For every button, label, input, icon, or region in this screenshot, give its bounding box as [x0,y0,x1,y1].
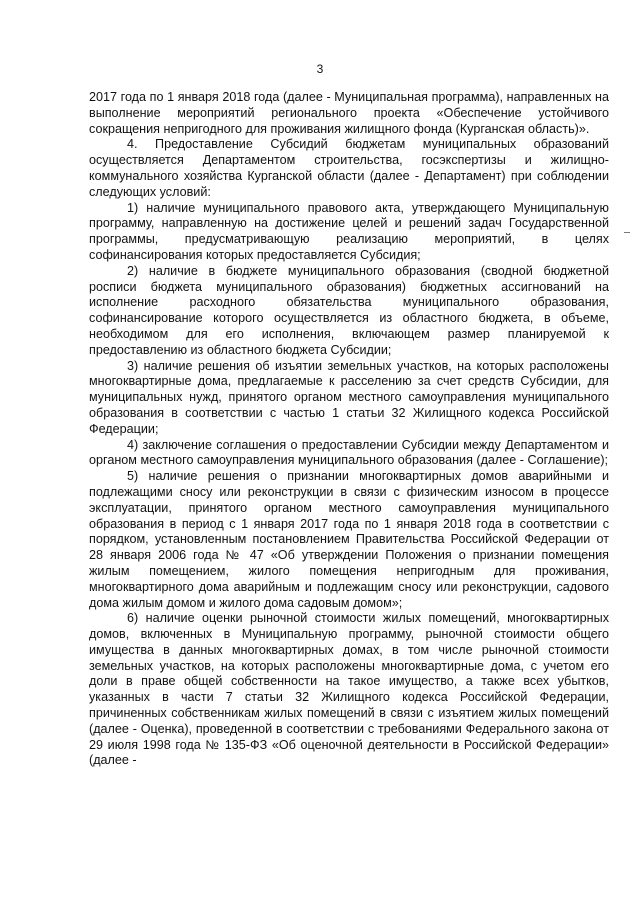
paragraph-condition-2: 2) наличие в бюджете муниципального образования (сводной бюджетной росписи бюджета муниципального образования) бюджетных ассигнований на исполнение расходного обязательства муниципального образования, софинансирование которого осуществляется из областного бюджета, в объеме, необходимом для его исполнения, включающем размер планируемой к предоставлению из областного бюджета Субсидии; [89,263,609,357]
paragraph-condition-3: 3) наличие решения об изъятии земельных участков, на которых расположены многоквартирные дома, предлагаемые к расселению за счет средств Субсидии, для муниципальных нужд, принятого органом местного самоуправления муниципального образования в соответствии с частью 1 статьи 32 Жилищного кодекса Российской Федерации; [89,358,609,436]
paragraph-program-continuation: 2017 года по 1 января 2018 года (далее - Муниципальная программа), направленных на выполнение мероприятий регионального проекта «Обеспечение устойчивого сокращения непригодного для проживания жилищного фонда (Курганская область)». [89,90,609,136]
paragraph-condition-5: 5) наличие решения о признании многоквартирных домов аварийными и подлежащими сносу или реконструкции в связи с физическим износом в процессе эксплуатации, принятого органом местного самоуправления муниципального образования в период с 1 января 2017 года по 1 января 2018 года в соответствии с порядком, установленным постановлением Правительства Российской Федерации от 28 января 2006 года № 47 «Об утверждении Положения о признании помещения жилым помещением, жилого помещения непригодным для проживания, многоквартирного дома аварийным и подлежащим сносу или реконструкции, садового дома жилым домом и жилого дома садовым домом»; [89,469,609,610]
page-number: 3 [316,62,324,76]
paragraph-condition-6: 6) наличие оценки рыночной стоимости жилых помещений, многоквартирных домов, включенных в Муниципальную программу, рыночной стоимости общего имущества в данных многоквартирных домах, в том числе рыночной стоимости земельных участков, на которых расположены многоквартирные дома, с учетом его доли в праве общей собственности на такое имущество, а также всех убытков, указанных в части 7 статьи 32 Жилищного кодекса Российской Федерации, причиненных собственникам жилых помещений в связи с изъятием жилых помещений (далее - Оценка), проведенной в соответствии с требованиями Федерального закона от 29 июля 1998 года № 135-ФЗ «Об оценочной деятельности в Российской Федерации» (далее - [89,611,609,768]
document-body [89,90,609,769]
paragraph-clause-4: 4. Предоставление Субсидий бюджетам муниципальных образований осуществляется Департаментом строительства, госэкспертизы и жилищно-коммунального хозяйства Курганской области (далее - Департамент) при соблюдении следующих условий: [89,137,609,199]
margin-scan-mark [624,232,630,233]
paragraph-condition-1: 1) наличие муниципального правового акта, утверждающего Муниципальную программу, направленную на достижение целей и решений задач Государственной программы, предусматривающую реализацию мероприятий, в целях софинансирования которых предоставляется Субсидия; [89,200,609,262]
paragraph-condition-4: 4) заключение соглашения о предоставлении Субсидии между Департаментом и органом местного самоуправления муниципального образования (далее - Соглашение); [89,437,609,468]
